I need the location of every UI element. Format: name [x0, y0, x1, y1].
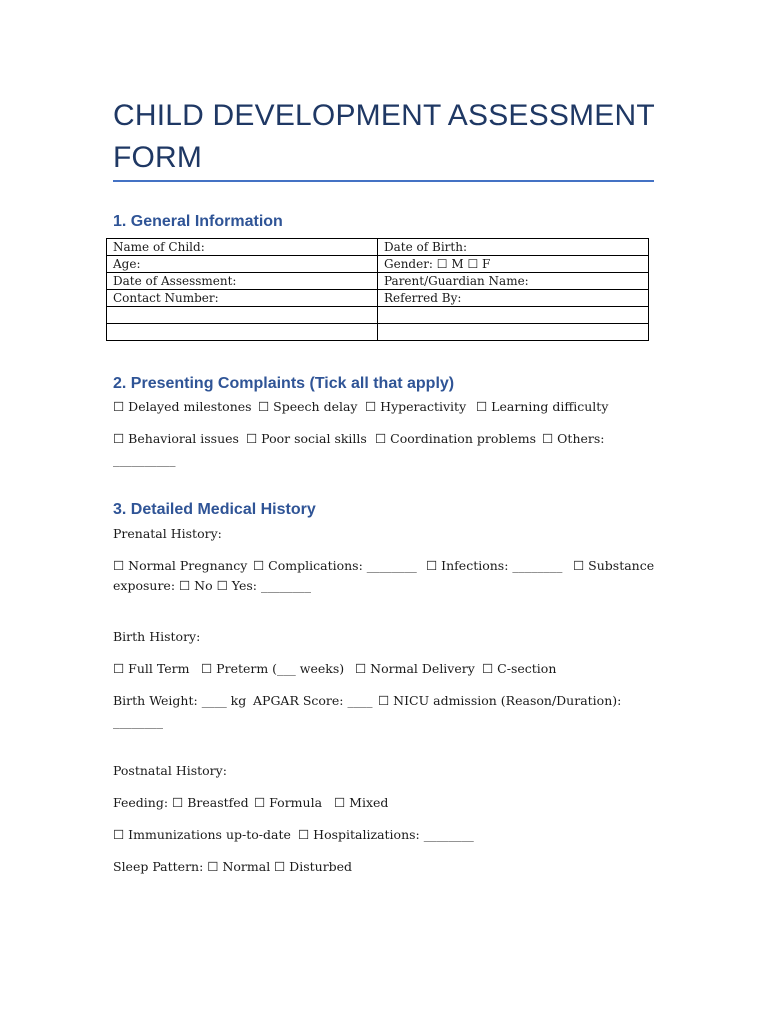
- table-row: [107, 239, 649, 256]
- parent-guardian-field[interactable]: Parent/Guardian Name:: [378, 273, 649, 290]
- form-title: CHILD DEVELOPMENT ASSESSMENT FORM: [113, 99, 655, 174]
- preterm-checkbox[interactable]: ☐ Preterm (___ weeks): [201, 661, 345, 676]
- substance-checkbox[interactable]: ☐ Substance: [573, 558, 655, 573]
- table-row: [107, 324, 649, 341]
- substance-exposure-line[interactable]: exposure: ☐ No ☐ Yes: ________: [113, 578, 311, 593]
- coordination-problems-checkbox[interactable]: ☐ Coordination problems: [375, 431, 537, 446]
- empty-cell[interactable]: [378, 307, 649, 324]
- prenatal-label: Prenatal History:: [113, 526, 222, 541]
- sleep-normal-checkbox[interactable]: Sleep Pattern: ☐ Normal: [113, 859, 271, 874]
- infections-checkbox[interactable]: ☐ Infections: ________: [426, 558, 563, 573]
- empty-cell[interactable]: [107, 324, 378, 341]
- hyperactivity-checkbox[interactable]: ☐ Hyperactivity: [365, 399, 467, 414]
- title-underline: [113, 180, 654, 182]
- birth-history-label: Birth History:: [113, 629, 201, 644]
- normal-pregnancy-checkbox[interactable]: ☐ Normal Pregnancy: [113, 558, 248, 573]
- table-row: [107, 256, 649, 273]
- immunizations-checkbox[interactable]: ☐ Immunizations up-to-date: [113, 827, 291, 842]
- normal-delivery-checkbox[interactable]: ☐ Normal Delivery: [355, 661, 475, 676]
- sleep-disturbed-checkbox[interactable]: ☐ Disturbed: [274, 859, 353, 874]
- others-blank[interactable]: __________: [113, 452, 176, 467]
- contact-number-field[interactable]: Contact Number:: [107, 290, 378, 307]
- postnatal-label: Postnatal History:: [113, 763, 227, 778]
- empty-cell[interactable]: [378, 324, 649, 341]
- poor-social-skills-checkbox[interactable]: ☐ Poor social skills: [246, 431, 367, 446]
- hospitalizations-checkbox[interactable]: ☐ Hospitalizations: ________: [298, 827, 474, 842]
- age-field[interactable]: Age:: [107, 256, 378, 273]
- nicu-admission-checkbox[interactable]: ☐ NICU admission (Reason/Duration):: [378, 693, 622, 708]
- learning-difficulty-checkbox[interactable]: ☐ Learning difficulty: [476, 399, 609, 414]
- table-row: [107, 290, 649, 307]
- table-row: [107, 307, 649, 324]
- date-of-assessment-field[interactable]: Date of Assessment:: [107, 273, 378, 290]
- mixed-checkbox[interactable]: ☐ Mixed: [334, 795, 389, 810]
- empty-cell[interactable]: [107, 307, 378, 324]
- date-of-birth-field[interactable]: Date of Birth:: [378, 239, 649, 256]
- section-medical-heading: 3. Detailed Medical History: [113, 501, 316, 518]
- full-term-checkbox[interactable]: ☐ Full Term: [113, 661, 190, 676]
- nicu-blank[interactable]: ________: [113, 714, 163, 729]
- name-of-child-field[interactable]: Name of Child:: [107, 239, 378, 256]
- breastfed-checkbox[interactable]: Feeding: ☐ Breastfed: [113, 795, 249, 810]
- table-row: [107, 273, 649, 290]
- referred-by-field[interactable]: Referred By:: [378, 290, 649, 307]
- general-info-table: [106, 238, 649, 341]
- complications-checkbox[interactable]: ☐ Complications: ________: [253, 558, 417, 573]
- section-complaints-heading: 2. Presenting Complaints (Tick all that apply): [113, 375, 455, 392]
- apgar-score-field[interactable]: APGAR Score: ____: [253, 693, 373, 708]
- speech-delay-checkbox[interactable]: ☐ Speech delay: [258, 399, 358, 414]
- section-general-heading: 1. General Information: [113, 213, 283, 230]
- behavioral-issues-checkbox[interactable]: ☐ Behavioral issues: [113, 431, 239, 446]
- delayed-milestones-checkbox[interactable]: ☐ Delayed milestones: [113, 399, 252, 414]
- c-section-checkbox[interactable]: ☐ C-section: [482, 661, 557, 676]
- gender-field[interactable]: Gender: ☐ M ☐ F: [378, 256, 649, 273]
- others-checkbox[interactable]: ☐ Others:: [542, 431, 605, 446]
- birth-weight-field[interactable]: Birth Weight: ____ kg: [113, 693, 247, 708]
- formula-checkbox[interactable]: ☐ Formula: [254, 795, 323, 810]
